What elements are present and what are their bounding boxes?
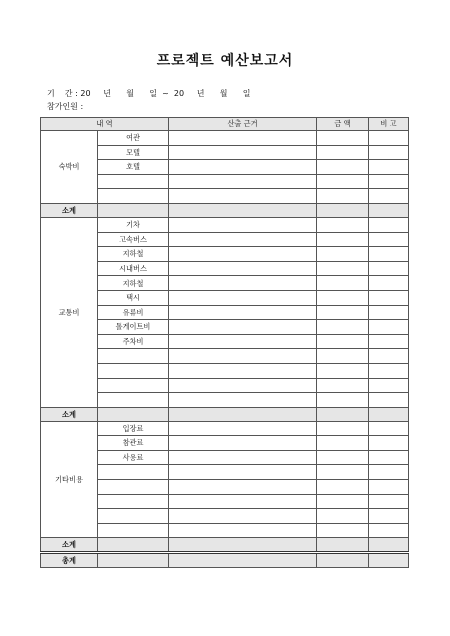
note-cell[interactable]	[369, 261, 409, 276]
table-row	[41, 421, 409, 436]
subtotal-item-cell	[98, 203, 169, 217]
budget-table	[40, 117, 409, 568]
basis-cell[interactable]	[169, 363, 317, 378]
basis-cell[interactable]	[169, 334, 317, 349]
item-cell[interactable]: 고속버스	[98, 232, 169, 247]
item-cell[interactable]: 사용료	[98, 450, 169, 465]
basis-cell[interactable]	[169, 393, 317, 408]
basis-cell[interactable]	[169, 290, 317, 305]
basis-cell[interactable]	[169, 465, 317, 480]
total-row	[41, 553, 409, 568]
basis-cell[interactable]	[169, 174, 317, 189]
basis-cell[interactable]	[169, 131, 317, 146]
note-cell[interactable]	[369, 290, 409, 305]
period-line: 기 간 : 20 년 월 일 ~ 20 년 월 일	[47, 89, 251, 98]
total-item-cell	[98, 553, 169, 568]
amount-cell[interactable]	[317, 480, 369, 495]
amount-cell[interactable]	[317, 378, 369, 393]
item-cell[interactable]: 참관료	[98, 436, 169, 451]
group-label: 교통비	[41, 217, 98, 407]
note-cell[interactable]	[369, 494, 409, 509]
amount-cell[interactable]	[317, 334, 369, 349]
header-basis: 산출 근거	[169, 118, 317, 131]
subtotal-basis-cell[interactable]	[169, 203, 317, 217]
note-cell[interactable]	[369, 393, 409, 408]
note-cell[interactable]	[369, 276, 409, 291]
group-label: 숙박비	[41, 131, 98, 204]
item-cell[interactable]: 기차	[98, 217, 169, 232]
amount-cell[interactable]	[317, 509, 369, 524]
basis-cell[interactable]	[169, 494, 317, 509]
subtotal-amount-cell[interactable]	[317, 203, 369, 217]
note-cell[interactable]	[369, 465, 409, 480]
header-amount: 금 액	[317, 118, 369, 131]
basis-cell[interactable]	[169, 436, 317, 451]
amount-cell[interactable]	[317, 131, 369, 146]
subtotal-item-cell	[98, 407, 169, 421]
basis-cell[interactable]	[169, 349, 317, 364]
note-cell[interactable]	[369, 450, 409, 465]
subtotal-note-cell[interactable]	[369, 407, 409, 421]
item-cell[interactable]: 입장료	[98, 421, 169, 436]
amount-cell[interactable]	[317, 494, 369, 509]
table-header-row	[41, 118, 409, 131]
basis-cell[interactable]	[169, 217, 317, 232]
note-cell[interactable]	[369, 320, 409, 335]
item-cell[interactable]: 지하철	[98, 247, 169, 262]
amount-cell[interactable]	[317, 349, 369, 364]
item-cell[interactable]: 택시	[98, 290, 169, 305]
amount-cell[interactable]	[317, 261, 369, 276]
item-cell[interactable]	[98, 393, 169, 408]
item-cell[interactable]	[98, 378, 169, 393]
item-cell[interactable]: 지하철	[98, 276, 169, 291]
note-cell[interactable]	[369, 174, 409, 189]
amount-cell[interactable]	[317, 189, 369, 204]
header-item: 내 역	[41, 118, 169, 131]
amount-cell[interactable]	[317, 320, 369, 335]
item-cell[interactable]: 여관	[98, 131, 169, 146]
item-cell[interactable]: 호텔	[98, 160, 169, 175]
amount-cell[interactable]	[317, 276, 369, 291]
subtotal-row	[41, 407, 409, 421]
table-row	[41, 217, 409, 232]
item-cell[interactable]	[98, 480, 169, 495]
basis-cell[interactable]	[169, 305, 317, 320]
basis-cell[interactable]	[169, 509, 317, 524]
participants-line: 참가인원 :	[47, 102, 84, 111]
item-cell[interactable]	[98, 349, 169, 364]
basis-cell[interactable]	[169, 378, 317, 393]
item-cell[interactable]: 톨게이트비	[98, 320, 169, 335]
item-cell[interactable]: 모텔	[98, 145, 169, 160]
note-cell[interactable]	[369, 189, 409, 204]
subtotal-amount-cell[interactable]	[317, 407, 369, 421]
total-note-cell[interactable]	[369, 553, 409, 568]
basis-cell[interactable]	[169, 189, 317, 204]
subtotal-note-cell[interactable]	[369, 538, 409, 553]
note-cell[interactable]	[369, 145, 409, 160]
note-cell[interactable]	[369, 421, 409, 436]
subtotal-label: 소계	[41, 203, 98, 217]
total-basis-cell[interactable]	[169, 553, 317, 568]
note-cell[interactable]	[369, 523, 409, 538]
item-cell[interactable]	[98, 465, 169, 480]
item-cell[interactable]: 시내버스	[98, 261, 169, 276]
note-cell[interactable]	[369, 509, 409, 524]
amount-cell[interactable]	[317, 160, 369, 175]
basis-cell[interactable]	[169, 523, 317, 538]
note-cell[interactable]	[369, 363, 409, 378]
amount-cell[interactable]	[317, 465, 369, 480]
subtotal-row	[41, 203, 409, 217]
note-cell[interactable]	[369, 232, 409, 247]
amount-cell[interactable]	[317, 290, 369, 305]
note-cell[interactable]	[369, 436, 409, 451]
basis-cell[interactable]	[169, 160, 317, 175]
note-cell[interactable]	[369, 305, 409, 320]
page-title: 프로젝트 예산보고서	[156, 53, 294, 69]
subtotal-label: 소계	[41, 407, 98, 421]
amount-cell[interactable]	[317, 421, 369, 436]
subtotal-basis-cell[interactable]	[169, 538, 317, 553]
basis-cell[interactable]	[169, 276, 317, 291]
note-cell[interactable]	[369, 334, 409, 349]
note-cell[interactable]	[369, 480, 409, 495]
note-cell[interactable]	[369, 160, 409, 175]
subtotal-label: 소계	[41, 538, 98, 553]
total-label: 총계	[41, 553, 98, 568]
note-cell[interactable]	[369, 378, 409, 393]
note-cell[interactable]	[369, 131, 409, 146]
item-cell[interactable]	[98, 189, 169, 204]
basis-cell[interactable]	[169, 261, 317, 276]
group-label: 기타비용	[41, 421, 98, 538]
amount-cell[interactable]	[317, 450, 369, 465]
amount-cell[interactable]	[317, 232, 369, 247]
amount-cell[interactable]	[317, 305, 369, 320]
amount-cell[interactable]	[317, 523, 369, 538]
amount-cell[interactable]	[317, 363, 369, 378]
item-cell[interactable]	[98, 523, 169, 538]
total-amount-cell[interactable]	[317, 553, 369, 568]
subtotal-row	[41, 538, 409, 553]
item-cell[interactable]	[98, 174, 169, 189]
amount-cell[interactable]	[317, 436, 369, 451]
basis-cell[interactable]	[169, 421, 317, 436]
amount-cell[interactable]	[317, 174, 369, 189]
amount-cell[interactable]	[317, 393, 369, 408]
header-note: 비 고	[369, 118, 409, 131]
amount-cell[interactable]	[317, 247, 369, 262]
basis-cell[interactable]	[169, 232, 317, 247]
item-cell[interactable]	[98, 494, 169, 509]
note-cell[interactable]	[369, 247, 409, 262]
table-body	[41, 131, 409, 568]
amount-cell[interactable]	[317, 145, 369, 160]
basis-cell[interactable]	[169, 320, 317, 335]
basis-cell[interactable]	[169, 247, 317, 262]
subtotal-amount-cell[interactable]	[317, 538, 369, 553]
amount-cell[interactable]	[317, 217, 369, 232]
basis-cell[interactable]	[169, 480, 317, 495]
note-cell[interactable]	[369, 349, 409, 364]
item-cell[interactable]	[98, 363, 169, 378]
table-row	[41, 131, 409, 146]
subtotal-item-cell	[98, 538, 169, 553]
item-cell[interactable]: 유류비	[98, 305, 169, 320]
basis-cell[interactable]	[169, 145, 317, 160]
item-cell[interactable]: 주차비	[98, 334, 169, 349]
basis-cell[interactable]	[169, 450, 317, 465]
subtotal-note-cell[interactable]	[369, 203, 409, 217]
item-cell[interactable]	[98, 509, 169, 524]
note-cell[interactable]	[369, 217, 409, 232]
subtotal-basis-cell[interactable]	[169, 407, 317, 421]
